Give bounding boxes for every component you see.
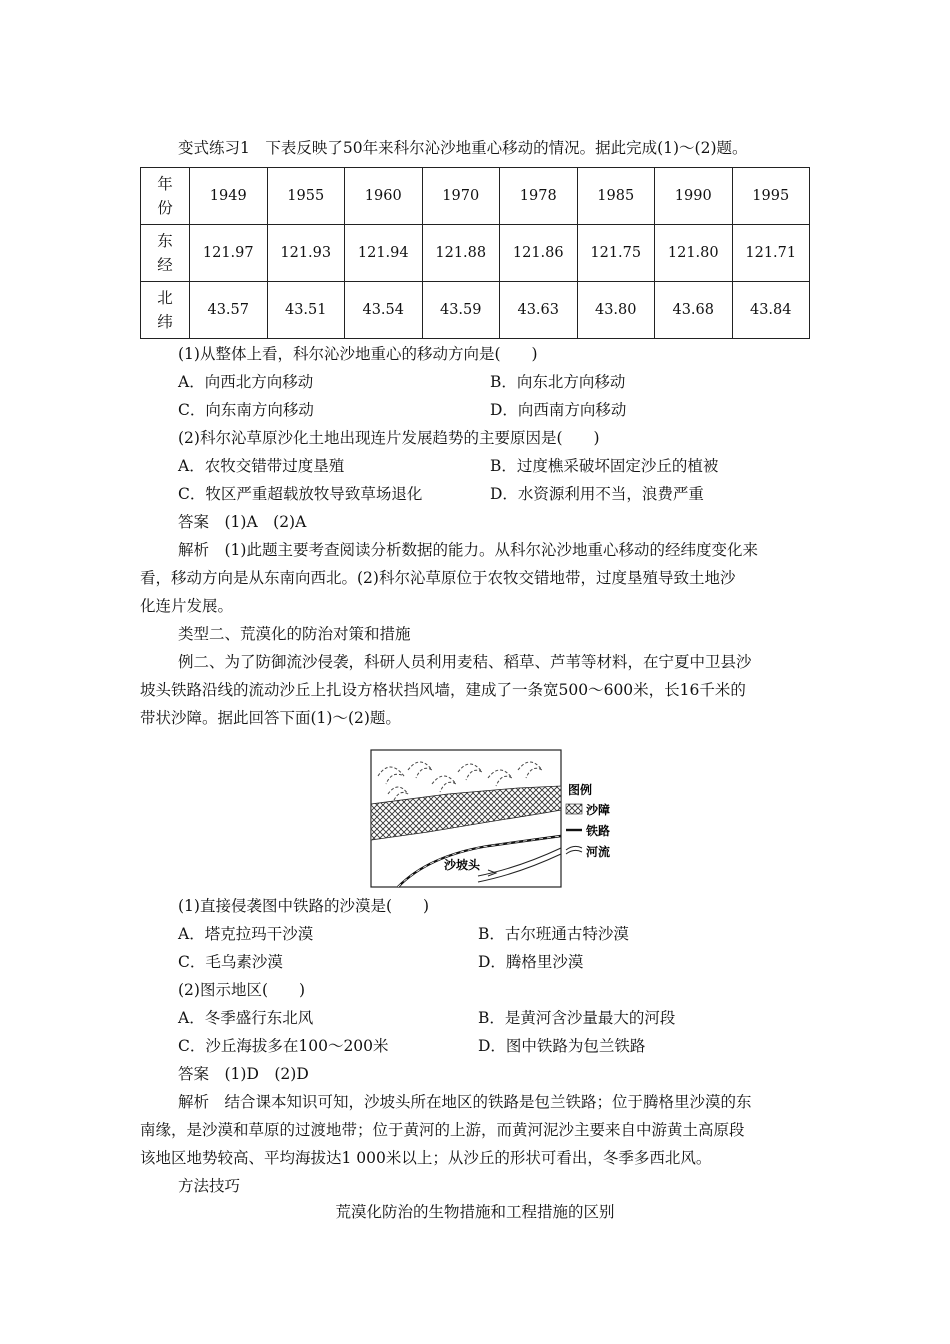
table-row [141,225,810,282]
question-stem: (2)图示地区( ) [178,981,306,999]
table-row [141,282,810,339]
option-d: D．图中铁路为包兰铁路 [478,1037,646,1055]
row-header-char: 份 [157,199,173,217]
table-cell: 1995 [732,168,810,225]
sand-barrier-map [368,748,618,890]
table-cell: 121.94 [345,225,423,282]
table-cell: 43.57 [190,282,268,339]
intro-text: 变式练习1 下表反映了50年来科尔沁沙地重心移动的情况。据此完成(1)～(2)题。 [178,139,748,157]
table-cell: 1949 [190,168,268,225]
option-b: B．古尔班通古特沙漠 [478,925,629,943]
row-header [141,282,190,339]
option-c: C．毛乌素沙漠 [178,953,283,971]
section-heading: 类型二、荒漠化的防治对策和措施 [178,625,411,643]
legend-title: 图例 [568,783,593,797]
table-cell: 1960 [345,168,423,225]
option-a: A．向西北方向移动 [178,373,314,391]
data-table [140,167,810,339]
table-cell: 1985 [577,168,655,225]
example-line: 带状沙障。据此回答下面(1)～(2)题。 [140,709,401,727]
option-b: B．向东北方向移动 [490,373,626,391]
row-header-char: 经 [157,256,173,274]
option-a: A．农牧交错带过度垦殖 [178,457,345,475]
table-cell: 121.88 [422,225,500,282]
answer-text: 答案 (1)A (2)A [178,513,307,531]
option-a: A．冬季盛行东北风 [178,1009,314,1027]
row-header-char: 东 [157,232,173,250]
row-header [141,168,190,225]
table-cell: 43.80 [577,282,655,339]
table-cell: 1970 [422,168,500,225]
table-cell: 43.63 [500,282,578,339]
example-line: 例二、为了防御流沙侵袭，科研人员利用麦秸、稻草、芦苇等材料，在宁夏中卫县沙 [178,653,752,671]
option-c: C．向东南方向移动 [178,401,314,419]
analysis-line: 该地区地势较高、平均海拔达1 000米以上；从沙丘的形状可看出，冬季多西北风。 [140,1149,712,1167]
question-stem: (2)科尔沁草原沙化土地出现连片发展趋势的主要原因是( ) [178,429,600,447]
row-header-char: 年 [157,175,173,193]
option-c: C．牧区严重超载放牧导致草场退化 [178,485,423,503]
row-header-char: 纬 [157,313,173,331]
legend-sand-label: 沙障 [586,803,611,817]
question-stem: (1)从整体上看，科尔沁沙地重心的移动方向是( ) [178,345,538,363]
table-cell: 43.59 [422,282,500,339]
row-header-char: 北 [157,289,173,307]
analysis-line: 解析 (1)此题主要考查阅读分析数据的能力。从科尔沁沙地重心移动的经纬度变化来 [178,541,758,559]
method-heading: 方法技巧 [178,1177,241,1195]
legend-river-swatch [566,846,582,854]
analysis-line: 解析 结合课本知识可知，沙坡头所在地区的铁路是包兰铁路；位于腾格里沙漠的东 [178,1093,752,1111]
question-stem: (1)直接侵袭图中铁路的沙漠是( ) [178,897,430,915]
option-d: D．向西南方向移动 [490,401,627,419]
table-cell: 43.51 [267,282,345,339]
legend-rail-label: 铁路 [586,824,611,838]
legend-sand-swatch [566,804,582,814]
table-cell: 43.68 [655,282,733,339]
table-cell: 1955 [267,168,345,225]
analysis-line: 南缘，是沙漠和草原的过渡地带；位于黄河的上游，而黄河泥沙主要来自中游黄土高原段 [140,1121,745,1139]
analysis-line: 看，移动方向是从东南向西北。(2)科尔沁草原位于农牧交错地带，过度垦殖导致土地沙 [140,569,736,587]
option-d: D．腾格里沙漠 [478,953,584,971]
table-cell: 43.54 [345,282,423,339]
option-b: B．过度樵采破坏固定沙丘的植被 [490,457,719,475]
table-cell: 121.75 [577,225,655,282]
analysis-line: 化连片发展。 [140,597,234,615]
table-row [141,168,810,225]
row-header [141,225,190,282]
table-cell: 43.84 [732,282,810,339]
option-c: C．沙丘海拔多在100～200米 [178,1037,389,1055]
legend-river-label: 河流 [586,845,611,859]
table-cell: 121.80 [655,225,733,282]
table-cell: 1978 [500,168,578,225]
table-cell: 121.93 [267,225,345,282]
table-cell: 121.86 [500,225,578,282]
table-cell: 1990 [655,168,733,225]
example-line: 坡头铁路沿线的流动沙丘上扎设方格状挡风墙，建成了一条宽500～600米，长16千米的 [140,681,746,699]
table-cell: 121.97 [190,225,268,282]
place-label: 沙坡头 [444,858,481,872]
answer-text: 答案 (1)D (2)D [178,1065,309,1083]
option-d: D．水资源利用不当，浪费严重 [490,485,704,503]
option-b: B．是黄河含沙量最大的河段 [478,1009,676,1027]
option-a: A．塔克拉玛干沙漠 [178,925,314,943]
section-title: 荒漠化防治的生物措施和工程措施的区别 [335,1203,615,1221]
table-cell: 121.71 [732,225,810,282]
